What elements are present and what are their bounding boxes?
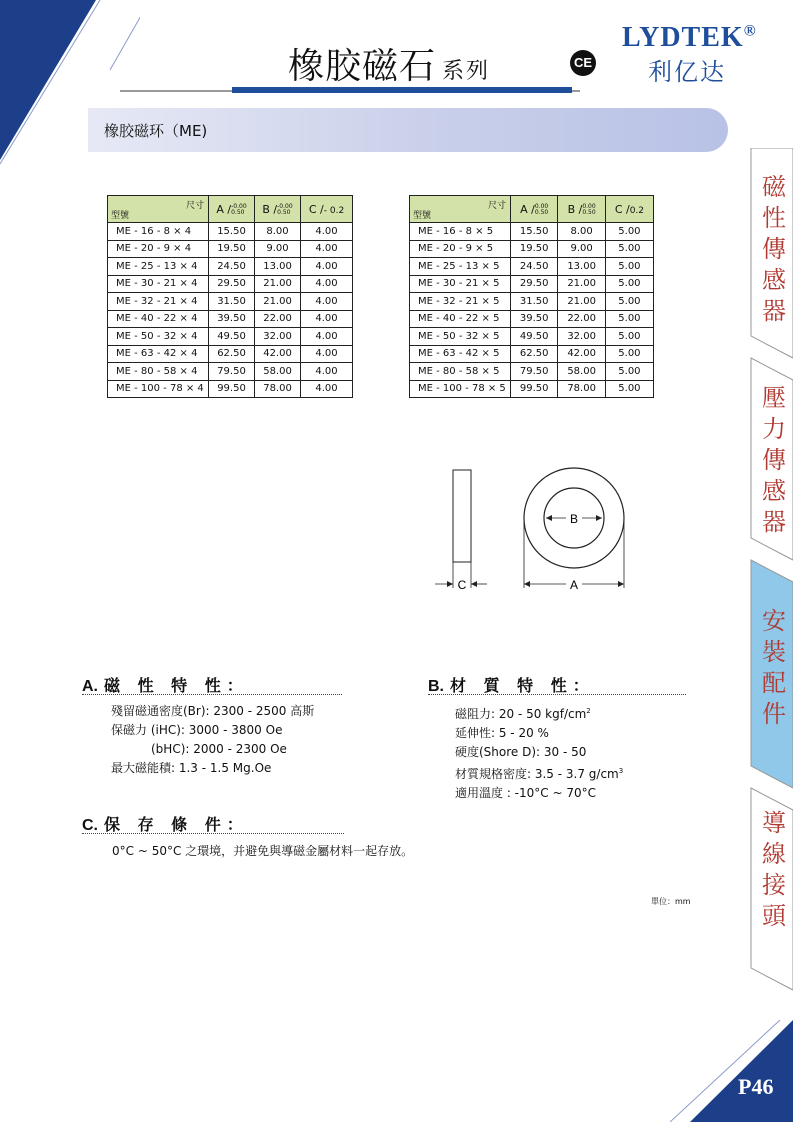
model-cell: ME - 50 - 32 × 4: [108, 328, 209, 346]
spec-line: 殘留磁通密度(Br): 2300 - 2500 高斯: [111, 704, 315, 718]
tol-b-upper: 0.00: [582, 202, 596, 210]
table-row: [108, 328, 353, 346]
unit-note: 單位：mm: [651, 897, 691, 906]
model-cell: ME - 63 - 42 × 5: [410, 345, 511, 363]
section-b-body: [455, 702, 623, 803]
a-cell: 99.50: [511, 380, 558, 398]
tol-b: [277, 204, 293, 216]
b-cell: 13.00: [255, 258, 301, 276]
table-row: [108, 345, 353, 363]
a-cell: 19.50: [209, 240, 255, 258]
section-b-title: [428, 673, 595, 696]
b-cell: 21.00: [255, 293, 301, 311]
a-cell: 62.50: [209, 345, 255, 363]
spec-line-text: 磁阻力: 20 - 50 kgf/cm: [455, 707, 587, 721]
table-row: [410, 345, 654, 363]
brand-name: LYDTEK: [622, 22, 744, 53]
model-cell: ME - 50 - 32 × 5: [410, 328, 511, 346]
section-c-letter: C.: [82, 817, 98, 834]
b-cell: 78.00: [255, 380, 301, 398]
c-cell: 4.00: [301, 240, 353, 258]
spec-line: [455, 762, 623, 784]
c-cell: 5.00: [605, 275, 653, 293]
col-b-header: [558, 196, 605, 223]
superscript: 2: [586, 707, 591, 715]
model-cell: ME - 16 - 8 × 5: [410, 223, 511, 241]
a-cell: 29.50: [209, 275, 255, 293]
a-cell: 31.50: [511, 293, 558, 311]
spec-table-4mm: [107, 195, 353, 398]
spec-line-text: 材質規格密度: 3.5 - 3.7 g/cm: [455, 767, 619, 781]
a-cell: 15.50: [209, 223, 255, 241]
table-row: [108, 275, 353, 293]
col-a-label: A /: [216, 202, 232, 216]
spec-line: (bHC): 2000 - 2300 Oe: [151, 742, 287, 756]
b-cell: 58.00: [255, 363, 301, 381]
b-cell: 13.00: [558, 258, 605, 276]
b-cell: 8.00: [255, 223, 301, 241]
model-cell: ME - 20 - 9 × 4: [108, 240, 209, 258]
spec-line: 適用溫度 : -10°C ~ 70°C: [455, 786, 596, 800]
table-row: [108, 380, 353, 398]
table-row: [410, 363, 654, 381]
section-a-body: [111, 702, 314, 778]
c-cell: 4.00: [301, 328, 353, 346]
table-row: [108, 293, 353, 311]
model-cell: ME - 20 - 9 × 5: [410, 240, 511, 258]
spec-line: 最大磁能積: 1.3 - 1.5 Mg.Oe: [111, 761, 272, 775]
spec-line: 硬度(Shore D): 30 - 50: [455, 745, 587, 759]
tab-mounting-accessories[interactable]: 安裝配件: [762, 607, 786, 728]
model-cell: ME - 40 - 22 × 5: [410, 310, 511, 328]
table-row: [108, 363, 353, 381]
tol-b-lower: 0.50: [582, 208, 596, 216]
model-cell: ME - 80 - 58 × 5: [410, 363, 511, 381]
ring-dimension-diagram: [425, 460, 645, 600]
table-corner-cell: [108, 196, 209, 223]
table-row: [410, 258, 654, 276]
model-cell: ME - 100 - 78 × 5: [410, 380, 511, 398]
c-cell: 4.00: [301, 310, 353, 328]
tol-c: 0.2: [629, 205, 645, 216]
a-cell: 19.50: [511, 240, 558, 258]
brand-logo: [622, 22, 757, 54]
b-cell: 42.00: [558, 345, 605, 363]
model-label: 型號: [111, 211, 130, 221]
a-cell: 99.50: [209, 380, 255, 398]
a-cell: 24.50: [511, 258, 558, 276]
model-cell: ME - 63 - 42 × 4: [108, 345, 209, 363]
tol-b: [582, 204, 595, 216]
table-row: [108, 310, 353, 328]
c-cell: 4.00: [301, 258, 353, 276]
tol-a: [535, 204, 548, 216]
b-cell: 22.00: [255, 310, 301, 328]
section-a-divider: [82, 694, 342, 695]
a-cell: 49.50: [511, 328, 558, 346]
a-cell: 49.50: [209, 328, 255, 346]
a-cell: 15.50: [511, 223, 558, 241]
c-cell: 5.00: [605, 223, 653, 241]
a-cell: 24.50: [209, 258, 255, 276]
table-row: [410, 310, 654, 328]
col-a-label: A /: [520, 202, 535, 216]
tol-a-upper: 0.00: [534, 202, 549, 210]
table-header-row: [410, 196, 654, 223]
section-a-letter: A.: [82, 678, 98, 695]
col-b-label: B /: [567, 202, 583, 216]
banner-title: 橡胶磁环（ME): [104, 122, 208, 140]
tol-a-lower: 0.50: [231, 208, 245, 216]
b-cell: 9.00: [255, 240, 301, 258]
spec-line: 延伸性: 5 - 20 %: [455, 726, 549, 740]
model-cell: ME - 30 - 21 × 5: [410, 275, 511, 293]
dim-a-label: A: [569, 578, 579, 592]
c-cell: 5.00: [605, 328, 653, 346]
table-row: [410, 275, 654, 293]
size-label: 尺寸: [185, 201, 204, 211]
tab-wire-connectors[interactable]: 導線接頭: [762, 809, 786, 930]
c-cell: 4.00: [301, 380, 353, 398]
spec-line: 保磁力 (iHC): 3000 - 3800 Oe: [111, 723, 283, 737]
b-cell: 58.00: [558, 363, 605, 381]
col-c-header: [605, 196, 653, 223]
table-row: [108, 223, 353, 241]
c-cell: 4.00: [301, 345, 353, 363]
a-cell: 31.50: [209, 293, 255, 311]
page-corner: [670, 1020, 793, 1122]
ring-side-view: [453, 470, 471, 562]
model-cell: ME - 32 - 21 × 5: [410, 293, 511, 311]
b-cell: 21.00: [558, 293, 605, 311]
c-cell: 5.00: [605, 363, 653, 381]
title-series: 系列: [442, 59, 491, 84]
superscript: 3: [618, 767, 624, 775]
tab-magnetic-sensor[interactable]: 磁性傳感器: [762, 173, 786, 325]
section-a-title: [82, 673, 249, 696]
section-b-letter: B.: [428, 678, 444, 695]
section-b-divider: [428, 694, 686, 695]
col-a-header: [209, 196, 255, 223]
page-number: P46: [738, 1074, 774, 1099]
table-row: [108, 258, 353, 276]
c-cell: 5.00: [605, 380, 653, 398]
b-cell: 21.00: [558, 275, 605, 293]
table-header-row: [108, 196, 353, 223]
model-cell: ME - 16 - 8 × 4: [108, 223, 209, 241]
col-b-label: B /: [262, 202, 278, 216]
tol-a: [231, 204, 247, 216]
dim-b-label: B: [569, 512, 579, 526]
tol-c: - 0.2: [323, 205, 345, 216]
a-cell: 29.50: [511, 275, 558, 293]
table-row: [410, 293, 654, 311]
b-cell: 21.00: [255, 275, 301, 293]
section-a-heading: 磁 性 特 性：: [104, 676, 249, 695]
model-cell: ME - 100 - 78 × 4: [108, 380, 209, 398]
size-label: 尺寸: [487, 201, 506, 211]
table-row: [108, 240, 353, 258]
model-cell: ME - 25 - 13 × 4: [108, 258, 209, 276]
a-cell: 79.50: [511, 363, 558, 381]
title-main: 橡胶磁石: [288, 46, 437, 87]
b-cell: 32.00: [255, 328, 301, 346]
section-c-body: 0°C ~ 50°C 之環境，并避免與導磁金屬材料一起存放。: [112, 844, 414, 858]
c-cell: 4.00: [301, 363, 353, 381]
tab-pressure-sensor[interactable]: 壓力傳感器: [762, 384, 786, 536]
b-cell: 9.00: [558, 240, 605, 258]
b-cell: 8.00: [558, 223, 605, 241]
b-cell: 22.00: [558, 310, 605, 328]
dim-c-label: C: [457, 578, 467, 592]
c-cell: 5.00: [605, 345, 653, 363]
col-c-label: C /: [308, 202, 324, 216]
table-row: [410, 240, 654, 258]
col-c-header: [301, 196, 353, 223]
model-cell: ME - 40 - 22 × 4: [108, 310, 209, 328]
a-cell: 39.50: [511, 310, 558, 328]
tol-a-upper: -0.00: [231, 202, 247, 210]
title-rule-accent: [232, 87, 572, 93]
registered-mark: ®: [743, 22, 757, 40]
b-cell: 78.00: [558, 380, 605, 398]
c-cell: 5.00: [605, 258, 653, 276]
section-c-divider: [82, 833, 344, 834]
a-cell: 62.50: [511, 345, 558, 363]
model-label: 型號: [413, 211, 432, 221]
model-cell: ME - 32 - 21 × 4: [108, 293, 209, 311]
col-a-header: [511, 196, 558, 223]
table-row: [410, 223, 654, 241]
section-c-title: [82, 812, 249, 835]
spec-table-5mm: [409, 195, 654, 398]
c-cell: 5.00: [605, 293, 653, 311]
table-row: [410, 328, 654, 346]
section-c-heading: 保 存 條 件：: [104, 815, 249, 834]
table-row: [410, 380, 654, 398]
c-cell: 4.00: [301, 223, 353, 241]
tol-a-lower: 0.50: [534, 208, 549, 216]
tol-b-lower: 0.50: [277, 208, 291, 216]
c-cell: 4.00: [301, 275, 353, 293]
model-cell: ME - 30 - 21 × 4: [108, 275, 209, 293]
b-cell: 32.00: [558, 328, 605, 346]
b-cell: 42.00: [255, 345, 301, 363]
page-title: [288, 38, 490, 89]
tol-b-upper: -0.00: [277, 202, 293, 210]
brand-name-cn: 利亿达: [648, 58, 726, 86]
col-b-header: [255, 196, 301, 223]
ce-mark-icon: CE: [570, 50, 596, 76]
a-cell: 79.50: [209, 363, 255, 381]
c-cell: 5.00: [605, 310, 653, 328]
a-cell: 39.50: [209, 310, 255, 328]
model-cell: ME - 25 - 13 × 5: [410, 258, 511, 276]
c-cell: 5.00: [605, 240, 653, 258]
col-c-label: C /: [614, 202, 630, 216]
section-b-heading: 材 質 特 性：: [450, 676, 595, 695]
model-cell: ME - 80 - 58 × 4: [108, 363, 209, 381]
spec-line: [455, 702, 623, 724]
c-cell: 4.00: [301, 293, 353, 311]
table-corner-cell: [410, 196, 511, 223]
